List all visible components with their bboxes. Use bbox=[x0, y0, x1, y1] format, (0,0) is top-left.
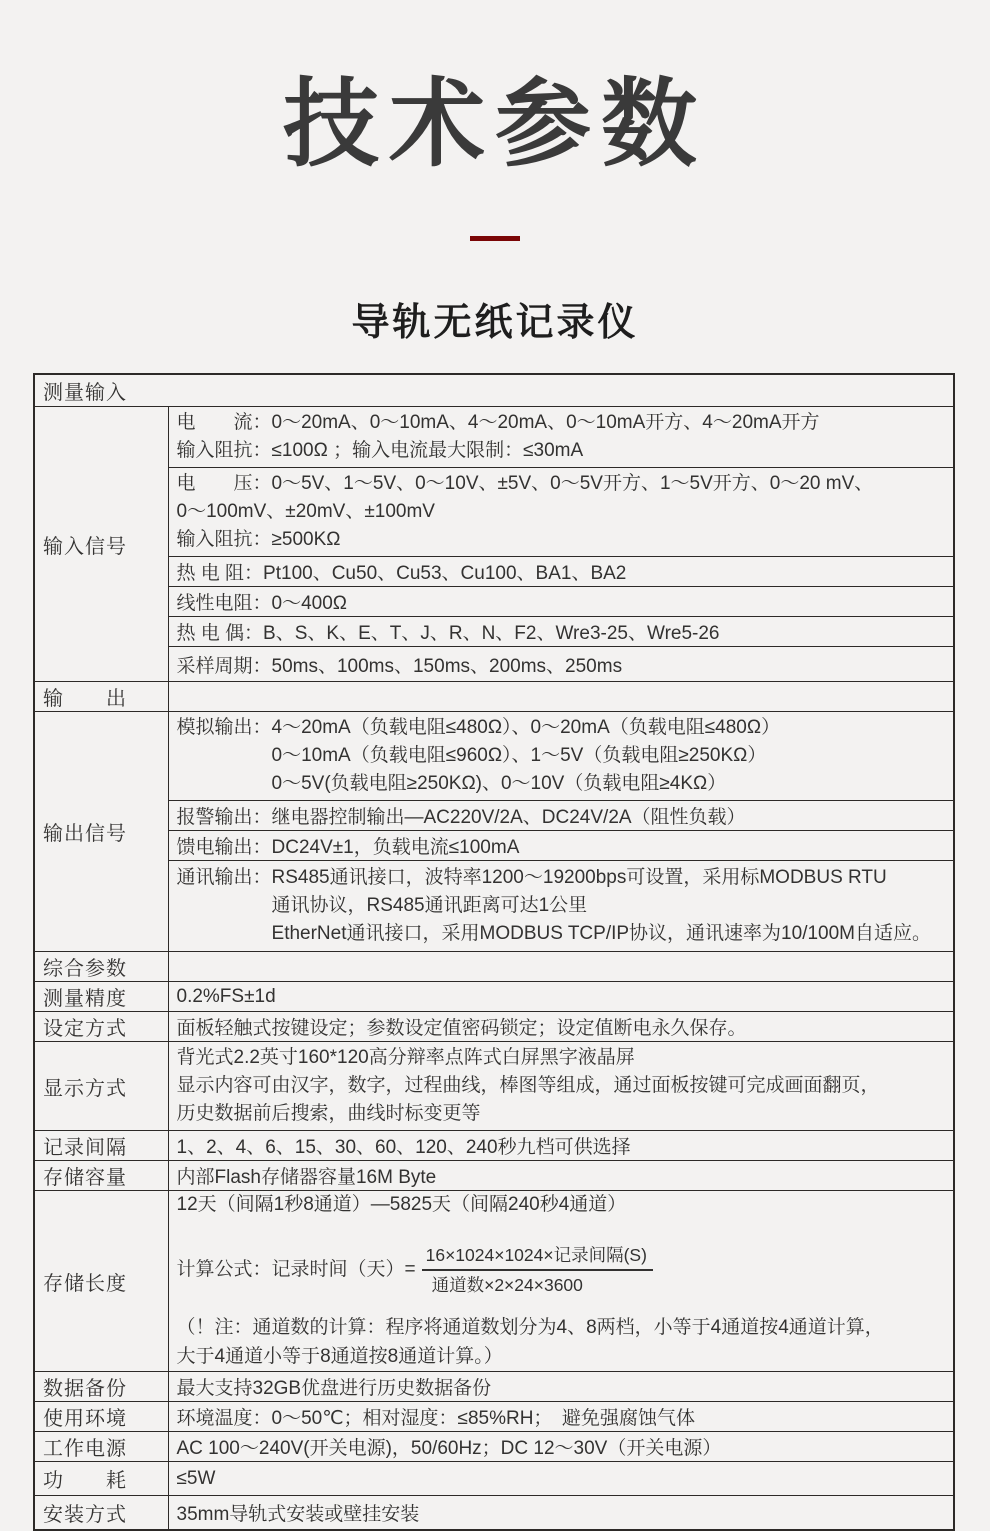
row-setting-method bbox=[34, 1012, 954, 1042]
formula-fraction bbox=[422, 1243, 653, 1297]
cell-empty bbox=[168, 682, 954, 712]
row-input-signal-linear bbox=[34, 587, 954, 617]
row-output-signal-analog bbox=[34, 712, 954, 801]
cell-power-supply: AC 100～240V(开关电源)，50/60Hz；DC 12～30V（开关电源） bbox=[168, 1432, 954, 1462]
input-signal-label: 输入信号 bbox=[34, 407, 168, 682]
cell-input-rtd: 热 电 阻：Pt100、Cu50、Cu53、Cu100、BA1、BA2 bbox=[168, 557, 954, 587]
cell-record-interval: 1、2、4、6、15、30、60、120、240秒九档可供选择 bbox=[168, 1131, 954, 1161]
row-input-signal-rtd bbox=[34, 557, 954, 587]
cell-accuracy: 0.2%FS±1d bbox=[168, 982, 954, 1012]
cell-output-feed: 馈电输出：DC24V±1，负载电流≤100mA bbox=[168, 831, 954, 861]
row-display-method bbox=[34, 1042, 954, 1131]
storage-formula bbox=[177, 1243, 946, 1297]
cell-input-thermocouple: 热 电 偶：B、S、K、E、T、J、R、N、F2、Wre3-25、Wre5-26 bbox=[168, 617, 954, 647]
row-input-signal-sampling bbox=[34, 647, 954, 682]
spec-line: 历史数据前后搜索，曲线时标变更等 bbox=[176, 1103, 481, 1124]
row-data-backup bbox=[34, 1372, 954, 1402]
row-output-signal-comm bbox=[34, 861, 954, 952]
spec-line: 4～20mA（负载电阻≤480Ω）、0～20mA（负载电阻≤480Ω） bbox=[271, 717, 781, 738]
row-environment bbox=[34, 1402, 954, 1432]
formula-denominator: 通道数×2×24×3600 bbox=[431, 1275, 583, 1295]
storage-capacity-label: 存储容量 bbox=[34, 1161, 168, 1191]
cell-data-backup: 最大支持32GB优盘进行历史数据备份 bbox=[168, 1372, 954, 1402]
cell-output-comm bbox=[168, 861, 954, 952]
spec-line: 输入阻抗：≥500KΩ bbox=[176, 529, 341, 550]
row-output-signal-feed bbox=[34, 831, 954, 861]
row-storage-length bbox=[34, 1191, 954, 1372]
mounting-label: 安装方式 bbox=[34, 1496, 168, 1531]
row-power-consumption bbox=[34, 1462, 954, 1496]
output-signal-label: 输出信号 bbox=[34, 712, 168, 952]
cell-output-alarm: 报警输出：继电器控制输出—AC220V/2A、DC24V/2A（阻性负载） bbox=[168, 801, 954, 831]
row-mounting bbox=[34, 1496, 954, 1531]
power-consumption-label: 功 耗 bbox=[34, 1462, 168, 1496]
row-storage-capacity bbox=[34, 1161, 954, 1191]
data-backup-label: 数据备份 bbox=[34, 1372, 168, 1402]
power-supply-label: 工作电源 bbox=[34, 1432, 168, 1462]
spec-line: 大于4通道小等于8通道按8通道计算。） bbox=[176, 1346, 503, 1367]
row-accuracy bbox=[34, 982, 954, 1012]
cell-mounting: 35mm导轨式安装或壁挂安装 bbox=[168, 1496, 954, 1531]
cell-power-consumption: ≤5W bbox=[168, 1462, 954, 1496]
storage-range: 12天（间隔1秒8通道）—5825天（间隔240秒4通道） bbox=[176, 1194, 627, 1215]
cell-input-current bbox=[168, 407, 954, 468]
storage-length-label: 存储长度 bbox=[34, 1191, 168, 1372]
analog-output-label: 模拟输出： bbox=[176, 717, 272, 738]
spec-line: 0～5V(负载电阻≥250KΩ)、0～10V（负载电阻≥4KΩ） bbox=[271, 773, 727, 794]
formula-numerator: 16×1024×1024×记录间隔(S) bbox=[422, 1243, 653, 1271]
cell-storage-length bbox=[168, 1191, 954, 1372]
setting-method-label: 设定方式 bbox=[34, 1012, 168, 1042]
record-interval-label: 记录间隔 bbox=[34, 1131, 168, 1161]
header bbox=[0, 0, 990, 346]
cell-storage-capacity: 内部Flash存储器容量16M Byte bbox=[168, 1161, 954, 1191]
cell-environment: 环境温度：0～50℃；相对湿度：≤85%RH； 避免强腐蚀气体 bbox=[168, 1402, 954, 1432]
section-row-general bbox=[34, 952, 954, 982]
section-row-measure-input bbox=[34, 374, 954, 407]
accuracy-label: 测量精度 bbox=[34, 982, 168, 1012]
cell-empty bbox=[168, 952, 954, 982]
row-input-signal-current bbox=[34, 407, 954, 468]
display-method-label: 显示方式 bbox=[34, 1042, 168, 1131]
comm-output-label: 通讯输出： bbox=[176, 867, 272, 888]
spec-line: 0～10mA（负载电阻≤960Ω）、1～5V（负载电阻≥250KΩ） bbox=[271, 745, 767, 766]
spec-line: RS485通讯接口，波特率1200～19200bps可设置，采用标MODBUS RTU bbox=[271, 867, 887, 888]
cell-input-linear-resistance: 线性电阻：0～400Ω bbox=[168, 587, 954, 617]
cell-display-method bbox=[168, 1042, 954, 1131]
section-row-output bbox=[34, 682, 954, 712]
section-header-output: 输 出 bbox=[34, 682, 168, 712]
row-input-signal-voltage bbox=[34, 468, 954, 557]
spec-line: 通讯协议，RS485通讯距离可达1公里 bbox=[271, 895, 588, 916]
row-output-signal-alarm bbox=[34, 801, 954, 831]
row-record-interval bbox=[34, 1131, 954, 1161]
environment-label: 使用环境 bbox=[34, 1402, 168, 1432]
section-header-general: 综合参数 bbox=[34, 952, 168, 982]
spec-line: 电 流：0～20mA、0～10mA、4～20mA、0～10mA开方、4～20mA开方 bbox=[176, 412, 820, 433]
section-header-measure-input: 测量输入 bbox=[34, 374, 954, 407]
cell-input-voltage bbox=[168, 468, 954, 557]
cell-setting-method: 面板轻触式按键设定；参数设定值密码锁定；设定值断电永久保存。 bbox=[168, 1012, 954, 1042]
formula-prefix: 计算公式：记录时间（天）= bbox=[176, 1259, 416, 1280]
spec-line: （！注：通道数的计算：程序将通道数划分为4、8两档，小等于4通道按4通道计算， bbox=[176, 1317, 884, 1338]
spec-table bbox=[33, 373, 955, 1531]
storage-note bbox=[177, 1313, 946, 1371]
spec-line: 显示内容可由汉字，数字，过程曲线，棒图等组成，通过面板按键可完成画面翻页， bbox=[176, 1075, 880, 1096]
row-input-signal-thermocouple bbox=[34, 617, 954, 647]
spec-line: 背光式2.2英寸160*120高分辩率点阵式白屏黑字液晶屏 bbox=[176, 1047, 635, 1068]
spec-line: 输入阻抗：≤100Ω ；输入电流最大限制：≤30mA bbox=[176, 440, 584, 461]
cell-output-analog bbox=[168, 712, 954, 801]
row-power-supply bbox=[34, 1432, 954, 1462]
title-divider-dash bbox=[470, 236, 520, 241]
spec-line: 0～100mV、±20mV、±100mV bbox=[176, 501, 435, 522]
cell-input-sampling-period: 采样周期：50ms、100ms、150ms、200ms、250ms bbox=[168, 647, 954, 682]
spec-line: EtherNet通讯接口，采用MODBUS TCP/IP协议，通讯速率为10/100M自适应。 bbox=[271, 923, 931, 944]
product-subtitle: 导轨无纸记录仪 bbox=[351, 302, 639, 345]
spec-line: 电 压：0～5V、1～5V、0～10V、±5V、0～5V开方、1～5V开方、0～20 mV、 bbox=[176, 473, 874, 494]
page-title: 技术参数 bbox=[283, 71, 707, 178]
